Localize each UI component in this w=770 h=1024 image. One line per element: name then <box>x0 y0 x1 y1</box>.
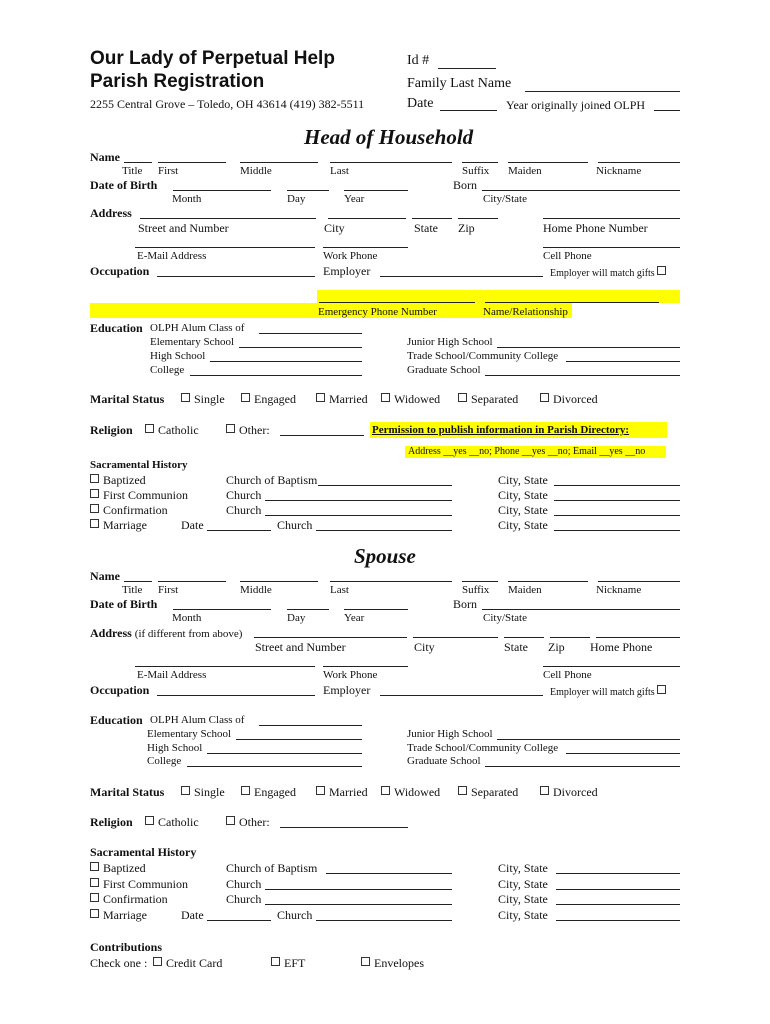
state-field[interactable] <box>412 218 452 219</box>
elementary-label: Elementary School <box>150 336 235 348</box>
spouse-trade-field[interactable] <box>566 753 680 754</box>
email-caption: E-Mail Address <box>137 250 207 262</box>
day-caption: Day <box>287 193 306 205</box>
spouse-college-field[interactable] <box>187 766 362 767</box>
spouse-nickname-caption: Nickname <box>596 584 642 596</box>
hoh-last-field[interactable] <box>330 162 452 163</box>
spouse-junior-high-field[interactable] <box>497 739 680 740</box>
communion-city-state-field[interactable] <box>554 500 680 501</box>
spouse-city-caption: City <box>414 640 435 654</box>
communion-church-field[interactable] <box>265 500 452 501</box>
widowed-option[interactable]: Widowed <box>381 392 440 407</box>
emergency-caption: Emergency Phone Number <box>318 306 437 318</box>
spouse-confirmation-checkbox[interactable] <box>90 893 99 902</box>
spouse-dob-label: Date of Birth <box>90 597 158 611</box>
baptism-city-state-label: City, State <box>498 473 548 487</box>
marriage-checkbox[interactable] <box>90 519 99 528</box>
spouse-elementary-field[interactable] <box>236 739 362 740</box>
spouse-marriage-city-state-field[interactable] <box>556 920 680 921</box>
spouse-college-label: College <box>147 755 182 767</box>
spouse-marriage-church-field[interactable] <box>316 920 452 921</box>
church-of-baptism-field[interactable] <box>318 485 452 486</box>
spouse-title: Spouse <box>354 544 416 568</box>
spouse-suffix-field[interactable] <box>462 581 498 582</box>
month-caption: Month <box>172 193 202 205</box>
born-label: Born <box>453 178 477 192</box>
family-last-name-label: Family Last Name <box>407 76 512 91</box>
spouse-home-phone-caption: Home Phone <box>590 640 653 654</box>
hoh-title-field[interactable] <box>124 162 152 163</box>
employer-field[interactable] <box>380 276 543 277</box>
spouse-engaged-option[interactable]: Engaged <box>241 785 296 800</box>
spouse-state-field[interactable] <box>504 637 544 638</box>
dob-day-field[interactable] <box>287 190 329 191</box>
divorced-checkbox[interactable] <box>540 393 549 402</box>
separated-option[interactable]: Separated <box>458 392 518 407</box>
spouse-marriage-checkbox[interactable] <box>90 909 99 918</box>
first-communion-checkbox[interactable] <box>90 489 99 498</box>
spouse-trade-label: Trade School/Community College <box>407 742 559 754</box>
divorced-option[interactable]: Divorced <box>540 392 598 407</box>
first-communion-option[interactable]: First Communion <box>90 488 188 503</box>
year-joined-field[interactable] <box>654 110 680 111</box>
communion-city-state-label: City, State <box>498 488 548 502</box>
emergency-name-field[interactable] <box>485 302 659 303</box>
marriage-date-field[interactable] <box>207 530 271 531</box>
confirmation-city-state-field[interactable] <box>554 515 680 516</box>
baptized-checkbox[interactable] <box>90 474 99 483</box>
spouse-work-phone-caption: Work Phone <box>323 669 378 681</box>
spouse-name-label: Name <box>90 569 120 583</box>
credit-card-checkbox[interactable] <box>153 957 162 966</box>
spouse-maiden-caption: Maiden <box>508 584 542 596</box>
spouse-confirmation-church-label: Church <box>226 892 262 906</box>
spouse-address-label-row: Address (if different from above) <box>90 626 243 640</box>
id-field[interactable] <box>438 68 496 69</box>
spouse-marital-status-label: Marital Status <box>90 785 165 799</box>
spouse-first-caption: First <box>158 584 179 596</box>
college-field[interactable] <box>190 375 362 376</box>
work-phone-field[interactable] <box>323 247 408 248</box>
spouse-education-label: Education <box>90 713 143 727</box>
spouse-dob-day-field[interactable] <box>287 609 329 610</box>
spouse-communion-church-field[interactable] <box>265 889 452 890</box>
spouse-catholic-checkbox[interactable] <box>145 816 154 825</box>
spouse-divorced-checkbox[interactable] <box>540 786 549 795</box>
spouse-marriage-city-state-label: City, State <box>498 908 548 922</box>
spouse-first-field[interactable] <box>158 581 226 582</box>
middle-caption: Middle <box>240 165 272 177</box>
spouse-marriage-date-label: Date <box>181 908 204 922</box>
spouse-confirmation-city-state-field[interactable] <box>556 904 680 905</box>
spouse-confirmation-city-state-label: City, State <box>498 892 548 906</box>
spouse-street-field[interactable] <box>254 637 407 638</box>
confirmation-checkbox[interactable] <box>90 504 99 513</box>
eft-checkbox[interactable] <box>271 957 280 966</box>
spouse-zip-field[interactable] <box>550 637 590 638</box>
hoh-suffix-field[interactable] <box>462 162 498 163</box>
spouse-married-option[interactable]: Married <box>316 785 368 800</box>
engaged-option[interactable]: Engaged <box>241 392 296 407</box>
widowed-checkbox[interactable] <box>381 393 390 402</box>
spouse-high-school-field[interactable] <box>207 753 362 754</box>
spouse-divorced-option[interactable]: Divorced <box>540 785 598 800</box>
spouse-baptism-city-state-field[interactable] <box>556 873 680 874</box>
spouse-last-caption: Last <box>330 584 349 596</box>
hoh-first-field[interactable] <box>158 162 226 163</box>
spouse-city-state-caption: City/State <box>483 612 527 624</box>
spouse-email-caption: E-Mail Address <box>137 669 207 681</box>
parish-address: 2255 Central Grove – Toledo, OH 43614 (419) 382-5511 <box>90 97 365 111</box>
email-field[interactable] <box>135 247 315 248</box>
spouse-marriage-church-label: Church <box>277 908 313 922</box>
zip-caption: Zip <box>458 221 475 235</box>
spouse-catholic-option[interactable]: Catholic <box>145 815 199 830</box>
spouse-home-phone-field[interactable] <box>596 637 680 638</box>
street-caption: Street and Number <box>138 221 229 235</box>
family-last-name-field[interactable] <box>525 91 680 92</box>
spouse-title-field[interactable] <box>124 581 152 582</box>
head-of-household-title: Head of Household <box>304 125 474 149</box>
city-caption: City <box>324 221 345 235</box>
last-caption: Last <box>330 165 349 177</box>
spouse-widowed-option[interactable]: Widowed <box>381 785 440 800</box>
date-label: Date <box>407 96 434 111</box>
spouse-cell-phone-field[interactable] <box>543 666 680 667</box>
spouse-other-option[interactable]: Other: <box>226 815 270 830</box>
graduate-field[interactable] <box>485 375 680 376</box>
dob-year-field[interactable] <box>344 190 408 191</box>
spouse-employer-field[interactable] <box>380 695 543 696</box>
spouse-year-caption: Year <box>344 612 365 624</box>
spouse-suffix-caption: Suffix <box>462 584 490 596</box>
single-option[interactable]: Single <box>181 392 225 407</box>
title-caption: Title <box>122 165 143 177</box>
high-school-field[interactable] <box>210 361 362 362</box>
check-one-label: Check one : <box>90 956 148 970</box>
college-label: College <box>150 364 185 376</box>
suffix-caption: Suffix <box>462 165 490 177</box>
spouse-day-caption: Day <box>287 612 306 624</box>
city-field[interactable] <box>328 218 406 219</box>
spouse-employer-match-checkbox[interactable] <box>657 685 666 694</box>
employer-label: Employer <box>323 264 371 278</box>
dob-label: Date of Birth <box>90 178 158 192</box>
occupation-field[interactable] <box>157 276 315 277</box>
spouse-other-religion-field[interactable] <box>280 827 408 828</box>
spouse-first-communion-option[interactable]: First Communion <box>90 877 188 892</box>
spouse-title-caption: Title <box>122 584 143 596</box>
street-field[interactable] <box>140 218 316 219</box>
confirmation-church-label: Church <box>226 503 262 517</box>
spouse-sacramental-history-label: Sacramental History <box>90 845 197 859</box>
education-label: Education <box>90 321 143 335</box>
cell-phone-field[interactable] <box>543 247 680 248</box>
marriage-date-label: Date <box>181 518 204 532</box>
spouse-married-checkbox[interactable] <box>316 786 325 795</box>
catholic-option[interactable]: Catholic <box>145 423 199 438</box>
spouse-communion-church-label: Church <box>226 877 262 891</box>
maiden-caption: Maiden <box>508 165 542 177</box>
spouse-widowed-checkbox[interactable] <box>381 786 390 795</box>
single-checkbox[interactable] <box>181 393 190 402</box>
trade-field[interactable] <box>566 361 680 362</box>
graduate-label: Graduate School <box>407 364 481 376</box>
spouse-elementary-label: Elementary School <box>147 728 232 740</box>
spouse-church-of-baptism-label: Church of Baptism <box>226 861 318 875</box>
hoh-middle-field[interactable] <box>240 162 318 163</box>
marriage-city-state-label: City, State <box>498 518 548 532</box>
credit-card-option[interactable]: Credit Card <box>153 956 222 971</box>
permission-label: Permission to publish information in Parish Directory: <box>372 424 630 436</box>
spouse-email-field[interactable] <box>135 666 315 667</box>
spouse-state-caption: State <box>504 640 528 654</box>
married-checkbox[interactable] <box>316 393 325 402</box>
spouse-religion-label: Religion <box>90 815 133 829</box>
date-field[interactable] <box>440 110 497 111</box>
spouse-employer-match-option[interactable]: Employer will match gifts <box>550 685 670 698</box>
married-option[interactable]: Married <box>316 392 368 407</box>
confirmation-city-state-label: City, State <box>498 503 548 517</box>
eft-option[interactable]: EFT <box>271 956 305 971</box>
separated-checkbox[interactable] <box>458 393 467 402</box>
baptized-option[interactable]: Baptized <box>90 473 146 488</box>
hoh-maiden-field[interactable] <box>508 162 588 163</box>
junior-high-field[interactable] <box>497 347 680 348</box>
elementary-field[interactable] <box>239 347 362 348</box>
spouse-nickname-field[interactable] <box>598 581 680 582</box>
employer-match-option[interactable]: Employer will match gifts <box>550 266 670 279</box>
name-label: Name <box>90 150 120 164</box>
religion-label: Religion <box>90 423 133 437</box>
high-school-label: High School <box>150 350 206 362</box>
olph-alum-label: OLPH Alum Class of <box>150 322 245 334</box>
spouse-dob-year-field[interactable] <box>344 609 408 610</box>
contributions-label: Contributions <box>90 940 163 954</box>
spouse-first-communion-checkbox[interactable] <box>90 878 99 887</box>
engaged-checkbox[interactable] <box>241 393 250 402</box>
id-label: Id # <box>407 53 430 68</box>
spouse-month-caption: Month <box>172 612 202 624</box>
marriage-church-field[interactable] <box>316 530 452 531</box>
spouse-occupation-field[interactable] <box>157 695 315 696</box>
marriage-church-label: Church <box>277 518 313 532</box>
spouse-confirmation-option[interactable]: Confirmation <box>90 892 168 907</box>
spouse-graduate-label: Graduate School <box>407 755 481 767</box>
spouse-occupation-label: Occupation <box>90 683 150 697</box>
trade-label: Trade School/Community College <box>407 350 559 362</box>
spouse-church-of-baptism-field[interactable] <box>326 873 452 874</box>
baptism-city-state-field[interactable] <box>554 485 680 486</box>
spouse-cell-phone-caption: Cell Phone <box>543 669 592 681</box>
born-field[interactable] <box>482 190 680 191</box>
spouse-middle-field[interactable] <box>240 581 318 582</box>
work-phone-caption: Work Phone <box>323 250 378 262</box>
parish-name: Our Lady of Perpetual Help <box>90 48 335 69</box>
spouse-communion-city-state-label: City, State <box>498 877 548 891</box>
emergency-phone-field[interactable] <box>319 302 475 303</box>
spouse-graduate-field[interactable] <box>485 766 680 767</box>
employer-match-checkbox[interactable] <box>657 266 666 275</box>
nickname-caption: Nickname <box>596 165 642 177</box>
spouse-born-label: Born <box>453 597 477 611</box>
city-state-caption: City/State <box>483 193 527 205</box>
spouse-baptized-option[interactable]: Baptized <box>90 861 146 876</box>
first-caption: First <box>158 165 179 177</box>
dob-month-field[interactable] <box>173 190 271 191</box>
communion-church-label: Church <box>226 488 262 502</box>
spouse-street-caption: Street and Number <box>255 640 346 654</box>
spouse-zip-caption: Zip <box>548 640 565 654</box>
spouse-separated-checkbox[interactable] <box>458 786 467 795</box>
spouse-single-checkbox[interactable] <box>181 786 190 795</box>
spouse-olph-alum-field[interactable] <box>259 725 362 726</box>
spouse-marriage-date-field[interactable] <box>207 920 271 921</box>
envelopes-checkbox[interactable] <box>361 957 370 966</box>
state-caption: State <box>414 221 438 235</box>
home-phone-field[interactable] <box>543 218 680 219</box>
envelopes-option[interactable]: Envelopes <box>361 956 424 971</box>
confirmation-option[interactable]: Confirmation <box>90 503 168 518</box>
spouse-employer-label: Employer <box>323 683 371 697</box>
other-checkbox[interactable] <box>226 424 235 433</box>
spouse-confirmation-church-field[interactable] <box>265 904 452 905</box>
spouse-city-field[interactable] <box>413 637 498 638</box>
permission-options[interactable]: Address __yes __no; Phone __yes __no; Email __yes __no <box>408 446 646 457</box>
junior-high-label: Junior High School <box>407 336 493 348</box>
spouse-high-school-label: High School <box>147 742 203 754</box>
spouse-separated-option[interactable]: Separated <box>458 785 518 800</box>
sacramental-history-label: Sacramental History <box>90 459 188 471</box>
catholic-checkbox[interactable] <box>145 424 154 433</box>
spouse-middle-caption: Middle <box>240 584 272 596</box>
marriage-option[interactable]: Marriage <box>90 518 147 533</box>
spouse-other-checkbox[interactable] <box>226 816 235 825</box>
spouse-last-field[interactable] <box>330 581 452 582</box>
spouse-dob-month-field[interactable] <box>173 609 271 610</box>
name-relationship-caption: Name/Relationship <box>483 306 568 318</box>
spouse-engaged-checkbox[interactable] <box>241 786 250 795</box>
spouse-marriage-option[interactable]: Marriage <box>90 908 147 923</box>
spouse-communion-city-state-field[interactable] <box>556 889 680 890</box>
marriage-city-state-field[interactable] <box>554 530 680 531</box>
hoh-nickname-field[interactable] <box>598 162 680 163</box>
spouse-olph-alum-label: OLPH Alum Class of <box>150 714 245 726</box>
church-of-baptism-label: Church of Baptism <box>226 473 318 487</box>
confirmation-church-field[interactable] <box>265 515 452 516</box>
spouse-maiden-field[interactable] <box>508 581 588 582</box>
form-title: Parish Registration <box>90 71 265 92</box>
spouse-single-option[interactable]: Single <box>181 785 225 800</box>
olph-alum-field[interactable] <box>259 333 362 334</box>
address-label: Address <box>90 206 132 220</box>
zip-field[interactable] <box>458 218 498 219</box>
spouse-born-field[interactable] <box>482 609 680 610</box>
home-phone-caption: Home Phone Number <box>543 221 648 235</box>
year-caption: Year <box>344 193 365 205</box>
spouse-work-phone-field[interactable] <box>323 666 408 667</box>
year-joined-label: Year originally joined OLPH <box>506 98 646 112</box>
cell-phone-caption: Cell Phone <box>543 250 592 262</box>
spouse-junior-high-label: Junior High School <box>407 728 493 740</box>
marital-status-label: Marital Status <box>90 392 165 406</box>
occupation-label: Occupation <box>90 264 150 278</box>
other-option[interactable]: Other: <box>226 423 270 438</box>
spouse-baptized-checkbox[interactable] <box>90 862 99 871</box>
other-religion-field[interactable] <box>280 435 364 436</box>
spouse-baptism-city-state-label: City, State <box>498 861 548 875</box>
